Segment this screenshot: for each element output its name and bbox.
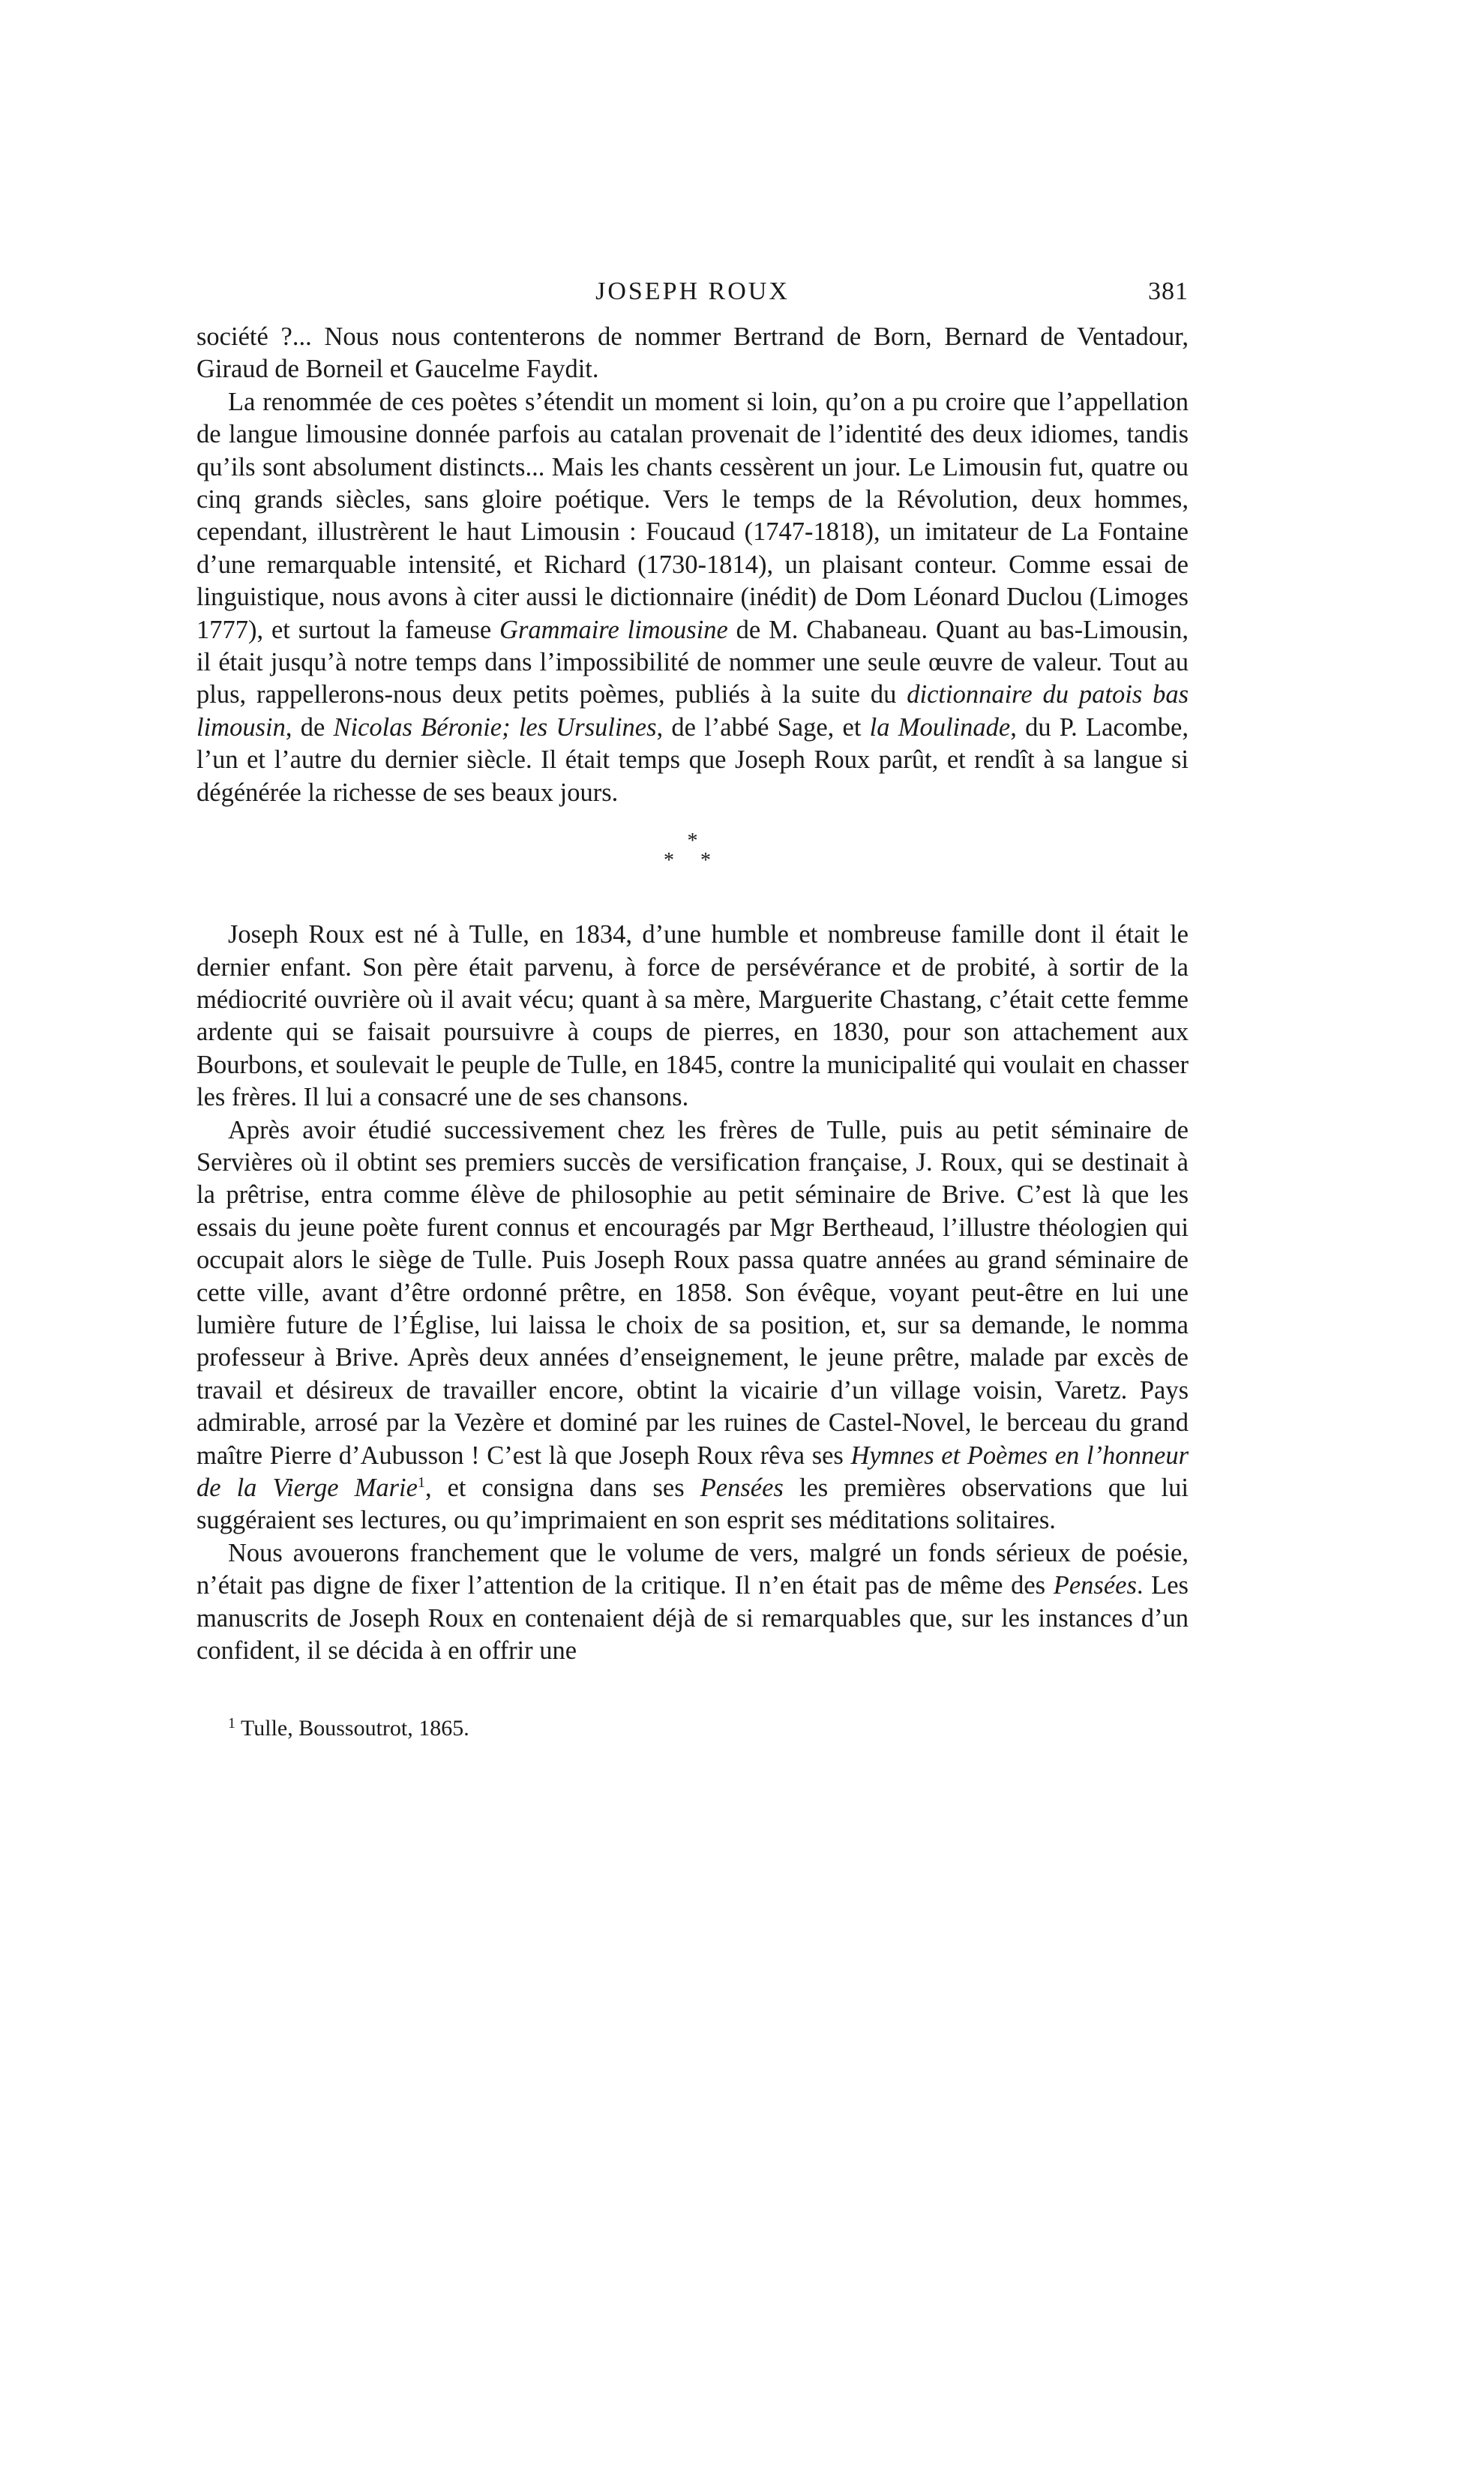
footnote-text: Tulle, Boussoutrot, 1865. — [240, 1716, 469, 1741]
italic-text: Hymnes et Poèmes en l’honneur de la Vierge Marie — [196, 1441, 1189, 1502]
italic-text: Pensées — [1053, 1571, 1137, 1600]
running-title: JOSEPH ROUX — [595, 277, 790, 305]
paragraph — [196, 386, 1189, 809]
text-run: Joseph Roux est né à Tulle, en 1834, d’une humble et nombreuse famille dont il était le dernier enfant. Son père était parvenu, à force de persévérance et de probité, à sortir de la médiocrité ouvrière où il avait vécu; quant à sa mère, Marguerite Chastang, c’était cette femme ardente qui se faisait poursuivre à coups de pierres, en 1830, pour son attachement aux Bourbons, et soulevait le peuple de Tulle, en 1845, contre la municipalité qui voulait en chasser les frères. Il lui a consacré une de ses chansons. — [196, 920, 1189, 1112]
italic-text: Nicolas Béronie; les Ursulines — [333, 712, 657, 742]
text-run: , de — [285, 712, 334, 742]
section-separator — [196, 829, 1189, 873]
book-page — [196, 277, 1189, 1743]
running-head — [196, 277, 1189, 315]
text-run: , du P. Lacombe, l’un et l’autre du dernier siècle. Il était temps que Joseph Roux parût, et rendît à sa langue si dégénérée la richesse de ses beaux jours. — [196, 712, 1189, 807]
text-run: , de l’abbé Sage, et — [656, 712, 870, 742]
text-run: les premières observations que lui suggéraient ses lectures, ou qu’imprimaient en son esprit ses méditations solitaires. — [196, 1474, 1189, 1535]
body-text — [196, 321, 1189, 1667]
page-number: 381 — [1148, 277, 1189, 305]
footnote-marker: 1 — [228, 1715, 235, 1732]
paragraph — [196, 1537, 1189, 1668]
text-run: , et consigna dans ses — [424, 1474, 700, 1502]
text-run: . Les manuscrits de Joseph Roux en contenaient déjà de si remarquables que, sur les instances d’un confident, il se décida à en offrir une — [196, 1571, 1189, 1666]
separator-stars-bottom: * * — [664, 849, 721, 873]
text-run: Nous avouerons franchement que le volume de vers, malgré un fonds sérieux de poésie, n’était pas digne de fixer l’attention de la critique. Il n’en était pas de même des — [196, 1538, 1189, 1600]
paragraph — [196, 919, 1189, 1114]
paragraph — [196, 321, 1189, 386]
italic-text: la Moulinade — [869, 712, 1011, 742]
text-run: de M. Chabaneau. Quant au bas-Limousin, il était jusqu’à notre temps dans l’impossibilité de nommer une seule œuvre de valeur. Tout au plus, rappellerons-nous deux petits poèmes, publiés à la suite du — [196, 615, 1189, 709]
italic-text: Grammaire limousine — [499, 615, 728, 644]
separator-star-top: * — [687, 829, 709, 853]
italic-text: dictionnaire du patois bas limousin — [196, 680, 1189, 742]
italic-text: Pensées — [700, 1474, 784, 1502]
footnote — [196, 1709, 1189, 1743]
footnote-reference: 1 — [417, 1474, 425, 1491]
text-run: Après avoir étudié successivement chez les frères de Tulle, puis au petit séminaire de Servières où il obtint ses premiers succès de versification française, J. Roux, qui se destinait à la prêtrise, entra comme élève de philosophie au petit séminaire de Brive. C’est là que les essais du jeune poète furent connus et encouragés par Mgr Bertheaud, l’illustre théologien qui occupait alors le siège de Tulle. Puis Joseph Roux passa quatre années au grand séminaire de cette ville, avant d’être ordonné prêtre, en 1858. Son évêque, voyant peut-être en lui une lumière future de l’Église, lui laissa le choix de sa position, et, sur sa demande, le nomma professeur à Brive. Après deux années d’enseignement, le jeune prêtre, malade par excès de travail et désireux de travailler encore, obtint la vicairie d’un village voisin, Varetz. Pays admirable, arrosé par la Vezère et dominé par les ruines de Castel-Novel, le berceau du grand maître Pierre d’Aubusson ! C’est là que Joseph Roux rêva ses — [196, 1115, 1189, 1470]
paragraph — [196, 1114, 1189, 1537]
text-run: La renommée de ces poètes s’étendit un moment si loin, qu’on a pu croire que l’appellation de langue limousine donnée parfois au catalan provenait de l’identité des deux idiomes, tandis qu’ils sont absolument distincts... Mais les chants cessèrent un jour. Le Limousin fut, quatre ou cinq grands siècles, sans gloire poétique. Vers le temps de la Révolution, deux hommes, cependant, illustrèrent le haut Limousin : Foucaud (1747-1818), un imitateur de La Fontaine d’une remarquable intensité, et Richard (1730-1814), un plaisant conteur. Comme essai de linguistique, nous avons à citer aussi le dictionnaire (inédit) de Dom Léonard Duclou (Limoges 1777), et surtout la fameuse — [196, 387, 1189, 644]
text-run: société ?... Nous nous contenterons de nommer Bertrand de Born, Bernard de Ventadour, Giraud de Borneil et Gaucelme Faydit. — [196, 322, 1189, 384]
